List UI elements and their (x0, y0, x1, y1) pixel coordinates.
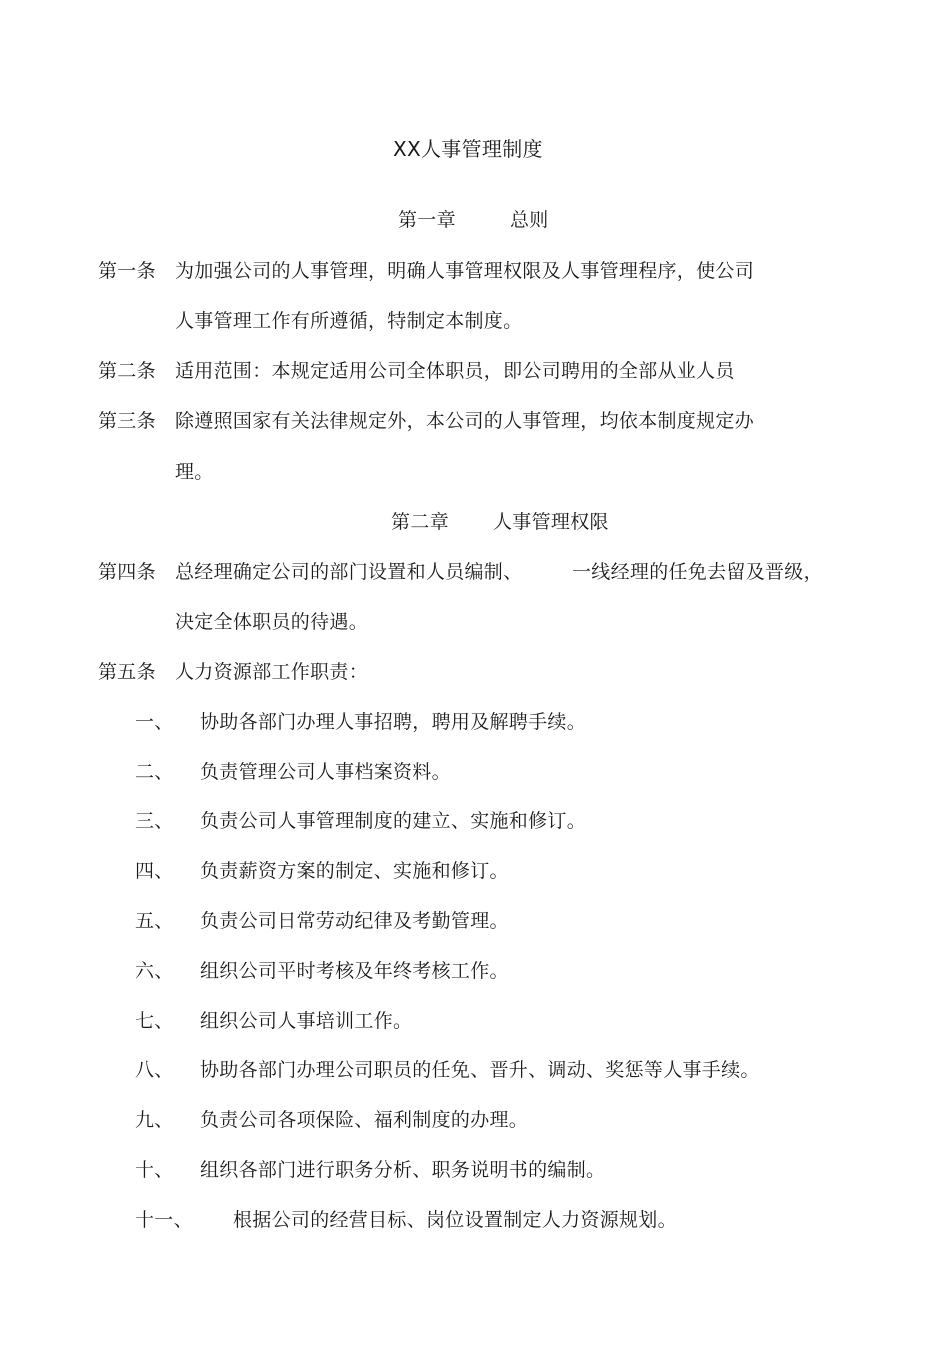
list-item-number: 五、 (135, 910, 174, 932)
list-item-text: 根据公司的经营目标、岗位设置制定人力资源规划。 (233, 1209, 677, 1231)
article-1-line-1: 为加强公司的人事管理，明确人事管理权限及人事管理程序，使公司 (175, 260, 755, 282)
list-item-number: 四、 (135, 860, 174, 882)
list-item-text: 协助各部门办理人事招聘，聘用及解聘手续。 (200, 711, 587, 733)
chapter-1-name: 总则 (510, 209, 549, 231)
chapter-2-name: 人事管理权限 (493, 511, 609, 533)
list-item-text: 组织公司人事培训工作。 (200, 1010, 413, 1032)
list-item-text: 负责薪资方案的制定、实施和修订。 (200, 860, 509, 882)
list-item-text: 组织各部门进行职务分析、职务说明书的编制。 (200, 1159, 606, 1181)
article-4-line-2: 决定全体职员的待遇。 (175, 611, 369, 633)
list-item-number: 三、 (135, 810, 174, 832)
list-item-text: 负责公司各项保险、福利制度的办理。 (200, 1109, 529, 1131)
article-2-label: 第二条 (98, 360, 156, 382)
list-item-number: 二、 (135, 761, 174, 783)
chapter-2-label: 第二章 (391, 511, 449, 533)
list-item-number: 一、 (135, 711, 174, 733)
list-item-text: 负责管理公司人事档案资料。 (200, 761, 451, 783)
article-3-line-1: 除遵照国家有关法律规定外，本公司的人事管理，均依本制度规定办 (175, 410, 755, 432)
list-item-text: 负责公司日常劳动纪律及考勤管理。 (200, 910, 509, 932)
list-item-text: 协助各部门办理公司职员的任免、晋升、调动、奖惩等人事手续。 (200, 1059, 760, 1081)
article-5-label: 第五条 (98, 661, 156, 683)
list-item-number: 八、 (135, 1059, 174, 1081)
list-item-number: 十一、 (135, 1209, 193, 1231)
article-1-label: 第一条 (98, 260, 156, 282)
article-2-line-1: 适用范围：本规定适用公司全体职员，即公司聘用的全部从业人员 (175, 360, 735, 382)
list-item-number: 七、 (135, 1010, 174, 1032)
article-3-label: 第三条 (98, 410, 156, 432)
article-4-label: 第四条 (98, 561, 156, 583)
list-item-number: 六、 (135, 960, 174, 982)
article-1-line-2: 人事管理工作有所遵循，特制定本制度。 (175, 310, 523, 332)
list-item-number: 十、 (135, 1159, 174, 1181)
article-4-line-1b: 一线经理的任免去留及晋级， (572, 561, 823, 583)
chapter-1-label: 第一章 (398, 209, 456, 231)
list-item-text: 负责公司人事管理制度的建立、实施和修订。 (200, 810, 587, 832)
list-item-text: 组织公司平时考核及年终考核工作。 (200, 960, 509, 982)
document-title: XX人事管理制度 (393, 137, 543, 161)
article-3-line-2: 理。 (175, 461, 214, 483)
article-5-line-1: 人力资源部工作职责： (175, 661, 369, 683)
article-4-line-1a: 总经理确定公司的部门设置和人员编制、 (175, 561, 523, 583)
list-item-number: 九、 (135, 1109, 174, 1131)
